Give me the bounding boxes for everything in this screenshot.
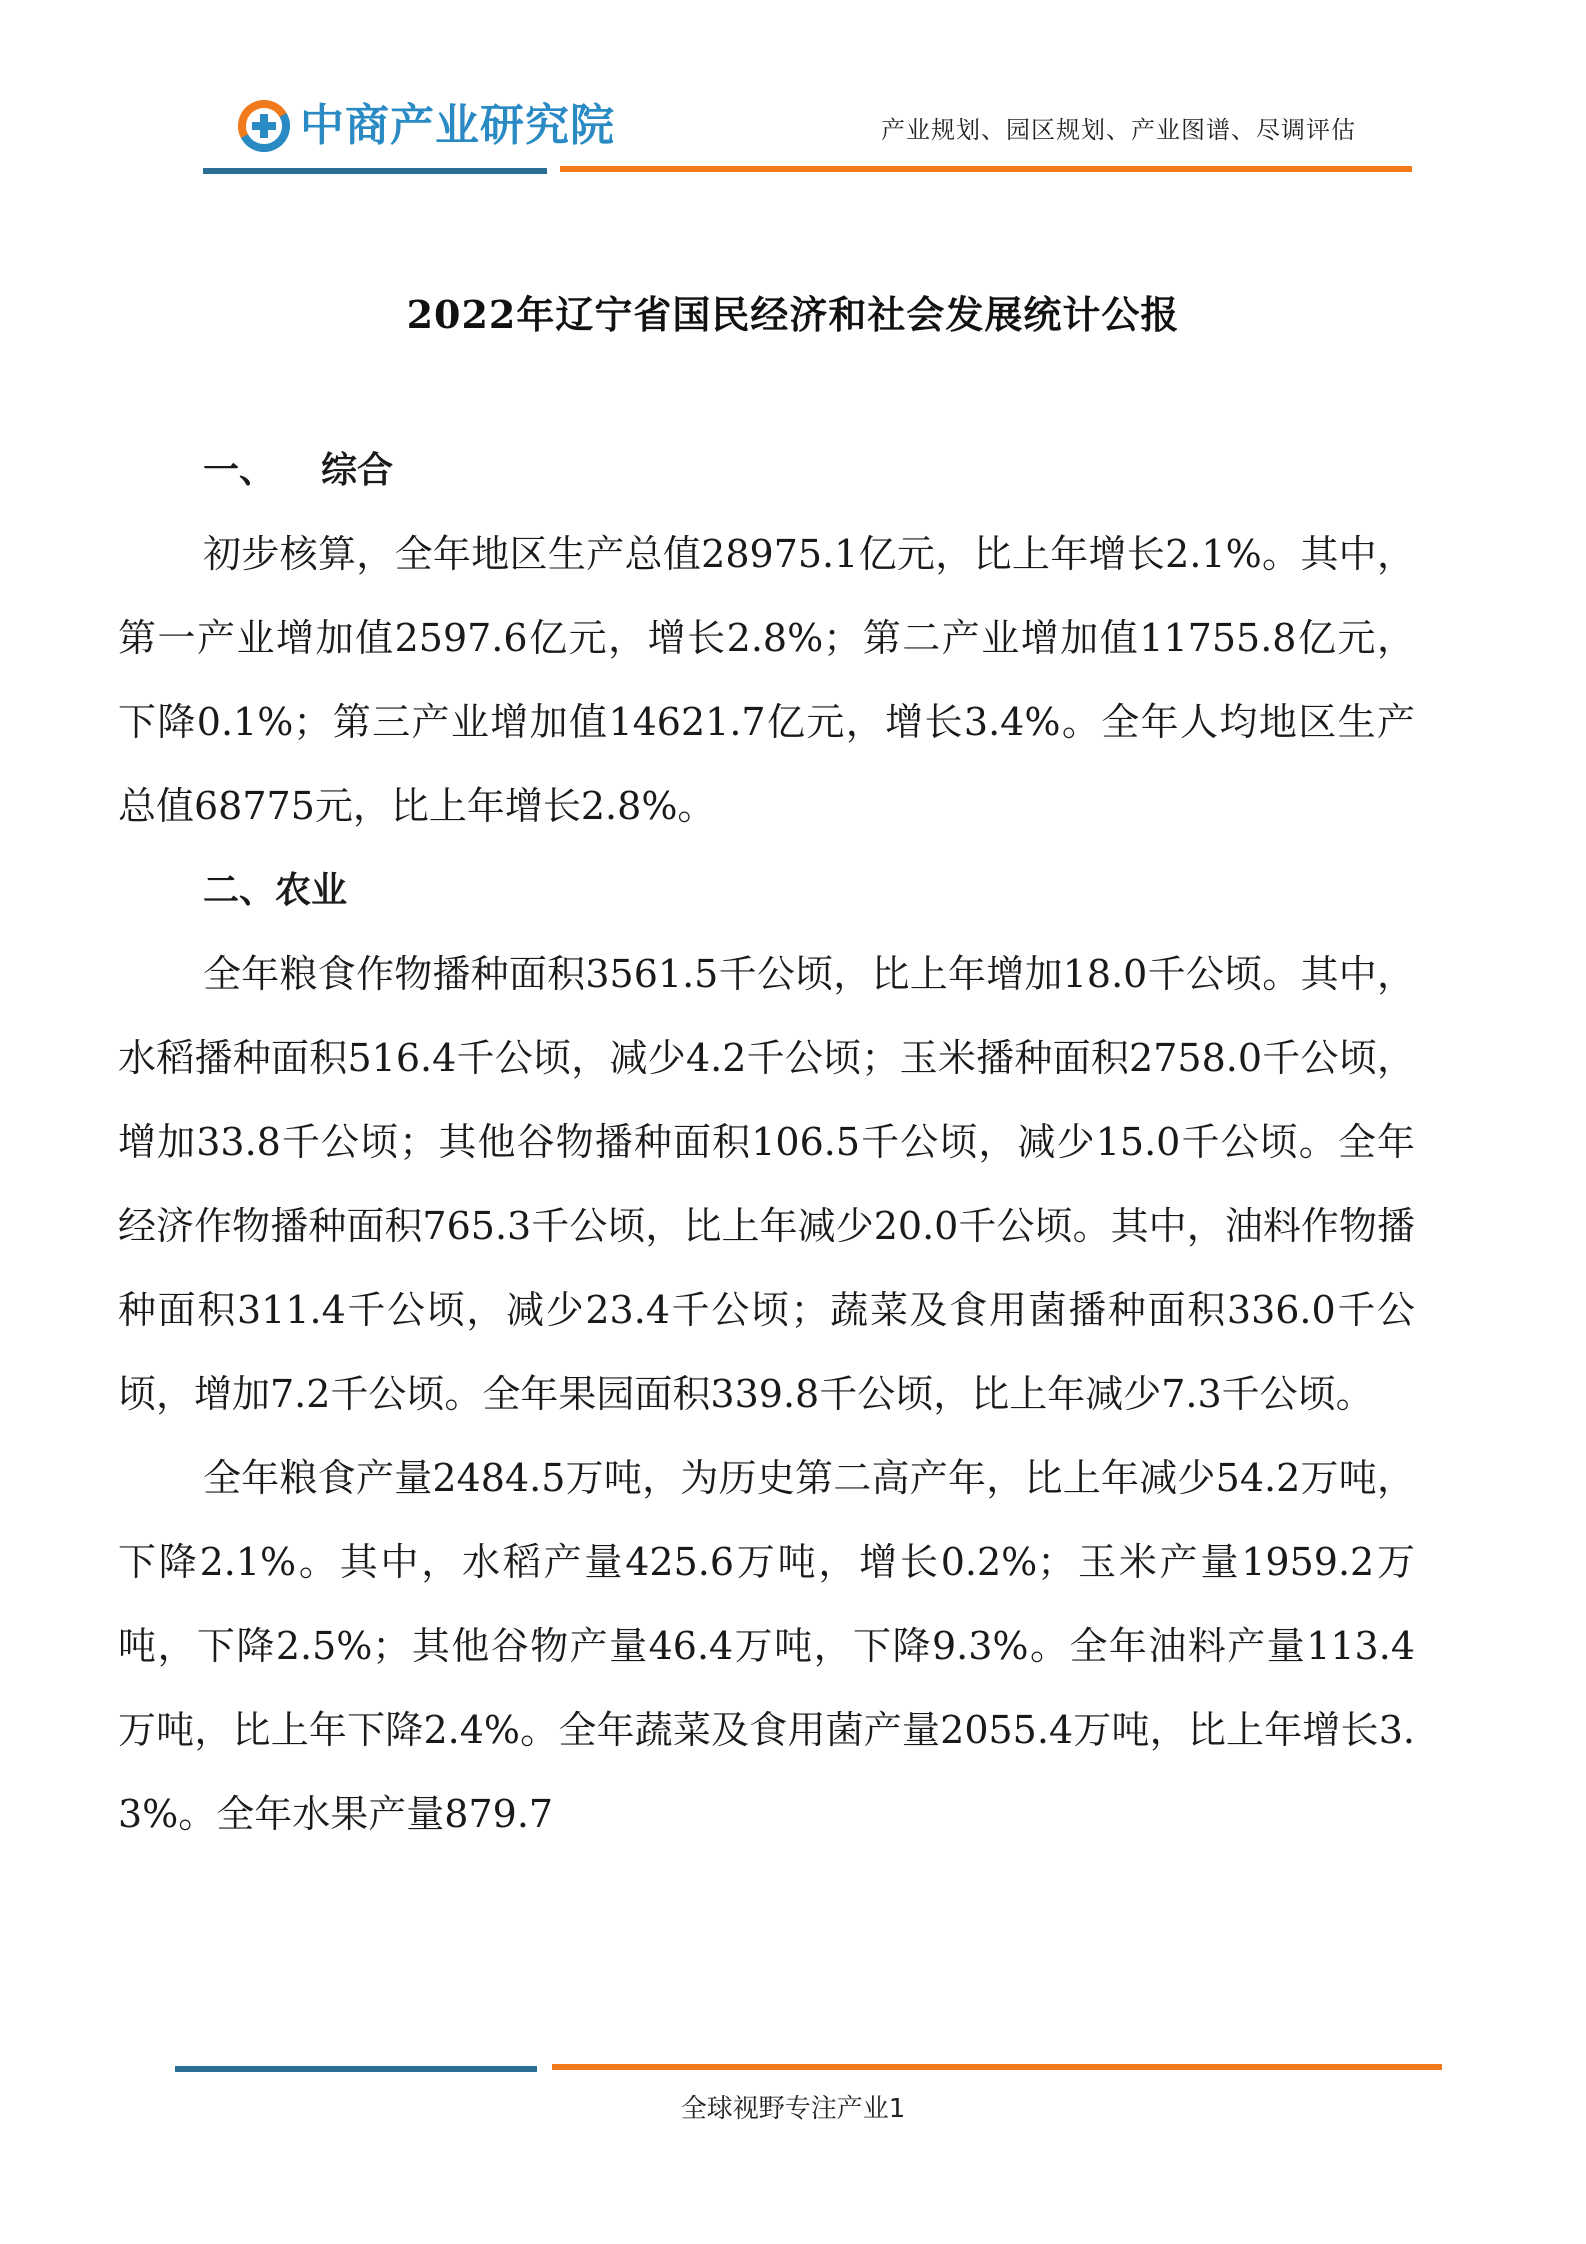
footer-slogan: 全球视野专注产业1 — [680, 2094, 906, 2124]
section-heading-2 — [203, 848, 1415, 932]
brand-name: 中商产业研究院 — [300, 100, 615, 151]
section-title: 综合 — [321, 449, 394, 491]
document-body — [118, 428, 1415, 1856]
paragraph: 全年粮食作物播种面积3561.5千公顷，比上年增加18.0千公顷。其中，水稻播种面积516.4千公顷，减少4.2千公顷；玉米播种面积2758.0千公顷，增加33.8千公顷；其他谷物播种面积106.5千公顷，减少15.0千公顷。全年经济作物播种面积765.3千公顷，比上年减少20.0千公顷。其中，油料作物播种面积311.4千公顷，减少23.4千公顷；蔬菜及食用菌播种面积336.0千公顷，增加7.2千公顷。全年果园面积339.8千公顷，比上年减少7.3千公顷。 — [118, 952, 1415, 1416]
section-title: 农业 — [275, 869, 348, 911]
section-number: 二、 — [203, 869, 276, 911]
header-rule-orange — [560, 166, 1412, 172]
header-rule-blue — [203, 168, 547, 174]
paragraph: 全年粮食产量2484.5万吨，为历史第二高产年，比上年减少54.2万吨，下降2.1%。其中，水稻产量425.6万吨，增长0.2%；玉米产量1959.2万吨，下降2.5%；其他谷物产量46.4万吨，下降9.3%。全年油料产量113.4万吨，比上年下降2.4%。全年蔬菜及食用菌产量2055.4万吨，比上年增长3.3%。全年水果产量879.7 — [118, 1456, 1415, 1836]
document-title: 2022年辽宁省国民经济和社会发展统计公报 — [406, 292, 1180, 337]
footer-rule-orange — [552, 2064, 1442, 2070]
section-heading-1 — [203, 428, 1415, 512]
footer-rule-blue — [175, 2066, 537, 2072]
brand-logo — [238, 100, 615, 152]
page-header — [0, 0, 1586, 190]
paragraph: 初步核算，全年地区生产总值28975.1亿元，比上年增长2.1%。其中，第一产业增加值2597.6亿元，增长2.8%；第二产业增加值11755.8亿元，下降0.1%；第三产业增加值14621.7亿元，增长3.4%。全年人均地区生产总值68775元，比上年增长2.8%。 — [118, 532, 1415, 828]
header-tagline: 产业规划、园区规划、产业图谱、尽调评估 — [881, 116, 1356, 144]
brand-logo-icon — [238, 100, 290, 152]
section-number: 一、 — [203, 449, 276, 491]
